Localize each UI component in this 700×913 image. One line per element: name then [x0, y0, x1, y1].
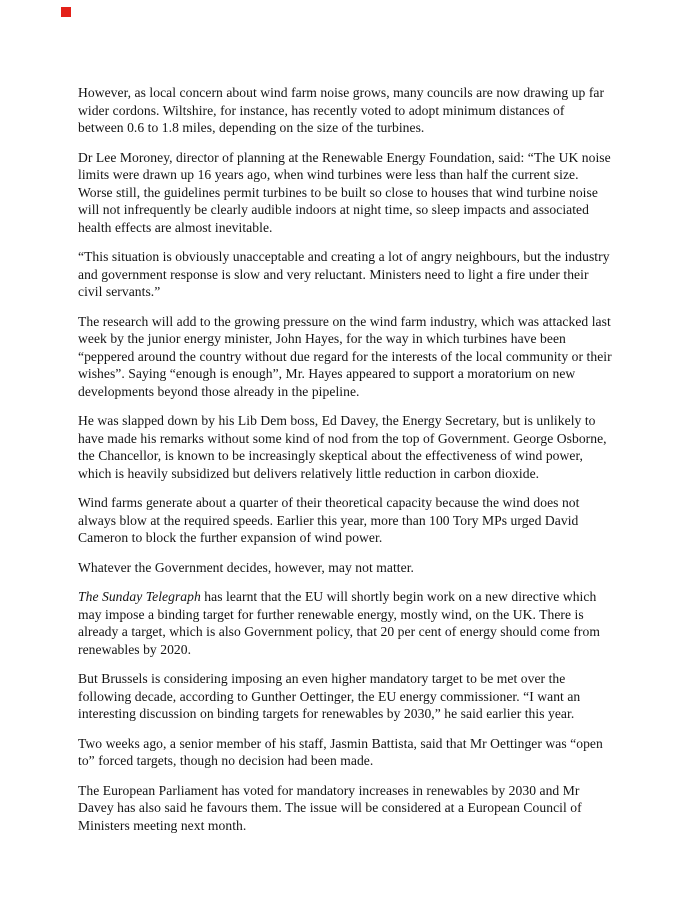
paragraph	[78, 735, 630, 770]
text-segment: He was slapped down by his Lib Dem boss, Ed Davey, the Energy Secretary, but is unlikely to	[78, 413, 596, 428]
text-segment: However, as local concern about wind farm noise grows, many councils are now drawing up far	[78, 85, 605, 100]
text-line	[78, 752, 630, 770]
text-line	[78, 201, 630, 219]
text-line	[78, 735, 630, 753]
text-segment: have made his remarks without some kind of nod from the top of Government. George Osborne,	[78, 430, 607, 446]
text-segment: The European Parliament has voted for mandatory increases in renewables by 2030 and Mr	[78, 782, 580, 798]
paragraph	[78, 494, 630, 547]
text-line	[78, 494, 630, 512]
text-segment: already a target, which is also Government policy, that 20 per cent of energy should come from	[78, 624, 600, 639]
text-segment: Cameron to block the further expansion of wind power.	[78, 530, 383, 545]
text-segment: “This situation is obviously unacceptable and creating a lot of angry neighbours, but the industry	[78, 249, 610, 264]
paragraph	[78, 248, 630, 301]
text-line	[78, 166, 630, 184]
text-line	[78, 248, 630, 266]
document-body	[78, 84, 630, 846]
text-segment: interesting discussion on binding targets for renewables by 2030,” he said earlier this year.	[78, 706, 575, 721]
text-segment: has learnt that the EU will shortly begin work on a new directive which	[200, 589, 597, 604]
text-line	[78, 606, 630, 624]
text-segment: Worse still, the guidelines permit turbines to be built so close to houses that wind turbine noise	[78, 184, 598, 200]
text-line	[78, 219, 630, 237]
text-segment: may impose a binding target for further renewable energy, mostly wind, on the UK. There is	[78, 606, 584, 622]
text-segment: following decade, according to Gunther Oettinger, the EU energy commissioner. “I want an	[78, 688, 581, 704]
paragraph	[78, 588, 630, 658]
text-segment: which is heavily subsidized but delivers relatively little reduction in carbon dioxide.	[78, 465, 540, 481]
red-marker-icon	[61, 7, 71, 17]
text-line	[78, 817, 630, 835]
text-line	[78, 119, 630, 137]
text-segment: But Brussels is considering imposing an even higher mandatory target to be met over the	[78, 671, 566, 686]
text-segment: civil servants.”	[78, 284, 161, 299]
text-line	[78, 588, 630, 606]
text-segment: The research will add to the growing pressure on the wind farm industry, which was attacked last	[78, 313, 611, 329]
text-line	[78, 365, 630, 383]
text-segment: between 0.6 to 1.8 miles, depending on the size of the turbines.	[78, 120, 425, 135]
text-segment: Wind farms generate about a quarter of their theoretical capacity because the wind does not	[78, 495, 580, 510]
text-segment: Dr Lee Moroney, director of planning at the Renewable Energy Foundation, said: “The UK noise	[78, 149, 611, 165]
text-segment: health effects are almost inevitable.	[78, 219, 273, 235]
text-segment: Davey has also said he favours them. The issue will be considered at a European Council of	[78, 800, 582, 815]
text-segment: the Chancellor, is known to be increasingly skeptical about the effectiveness of wind power,	[78, 448, 583, 463]
text-segment: will not infrequently be clearly audible indoors at night time, so sleep impacts and associated	[78, 202, 589, 217]
text-segment: to” forced targets, though no decision had been made.	[78, 753, 374, 768]
text-segment: wishes”. Saying “enough is enough”, Mr. Hayes appeared to support a moratorium on new	[78, 366, 576, 381]
text-line	[78, 102, 630, 120]
text-line	[78, 283, 630, 301]
text-line	[78, 313, 630, 331]
text-line	[78, 184, 630, 202]
text-line	[78, 705, 630, 723]
text-line	[78, 348, 630, 366]
text-line	[78, 383, 630, 401]
text-line	[78, 641, 630, 659]
text-line	[78, 529, 630, 547]
text-line	[78, 447, 630, 465]
text-line	[78, 782, 630, 800]
paragraph	[78, 782, 630, 835]
paragraph	[78, 149, 630, 237]
paragraph	[78, 84, 630, 137]
text-segment: wider cordons. Wiltshire, for instance, has recently voted to adopt minimum distances of	[78, 102, 565, 118]
text-segment: Ministers meeting next month.	[78, 817, 247, 833]
paragraph	[78, 559, 630, 577]
text-segment: always blow at the required speeds. Earlier this year, more than 100 Tory MPs urged David	[78, 512, 579, 528]
text-line	[78, 149, 630, 167]
text-segment: limits were drawn up 16 years ago, when wind turbines were less than half the current size.	[78, 167, 579, 182]
text-segment: Two weeks ago, a senior member of his staff, Jasmin Battista, said that Mr Oettinger was “open	[78, 735, 603, 751]
text-line	[78, 465, 630, 483]
text-line	[78, 266, 630, 284]
text-line	[78, 623, 630, 641]
text-segment: and government response is slow and very reluctant. Ministers need to light a fire under their	[78, 266, 589, 282]
text-segment: developments beyond those already in the pipeline.	[78, 383, 360, 399]
publication-name: The Sunday Telegraph	[78, 589, 201, 604]
text-line	[78, 84, 630, 102]
text-line	[78, 670, 630, 688]
paragraph	[78, 412, 630, 482]
text-line	[78, 430, 630, 448]
text-line	[78, 799, 630, 817]
text-line	[78, 330, 630, 348]
paragraph	[78, 313, 630, 401]
text-segment: renewables by 2020.	[78, 641, 192, 657]
paragraph	[78, 670, 630, 723]
text-line	[78, 412, 630, 430]
text-segment: “peppered around the country without due regard for the interests of the local community or their	[78, 348, 612, 364]
text-segment: Whatever the Government decides, however, may not matter.	[78, 559, 414, 575]
text-segment: week by the junior energy minister, John Hayes, for the way in which turbines have been	[78, 331, 566, 346]
text-line	[78, 512, 630, 530]
text-line	[78, 688, 630, 706]
text-line	[78, 559, 630, 577]
